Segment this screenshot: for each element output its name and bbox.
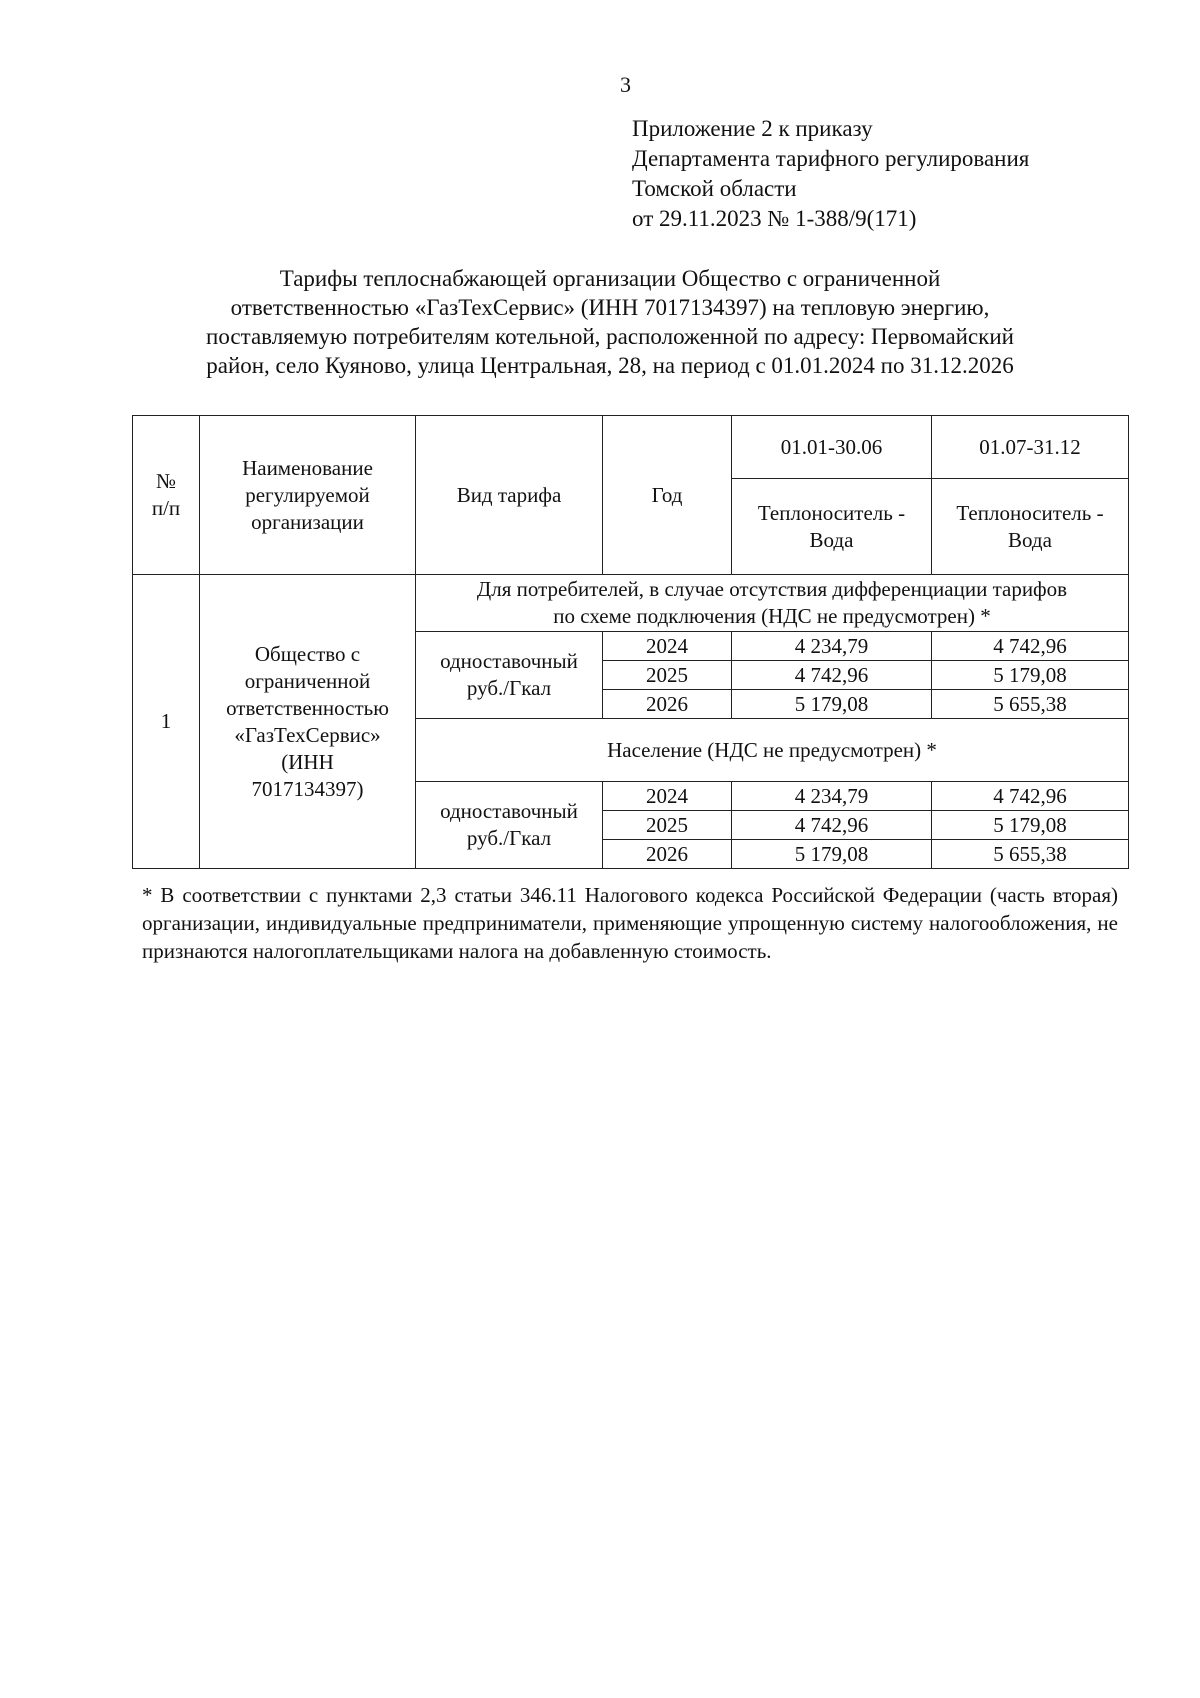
document-title <box>130 264 1090 380</box>
tariff-value-cell: 4 742,96 <box>932 782 1129 811</box>
tariff-value-cell: 5 655,38 <box>932 840 1129 869</box>
table-header-row <box>133 416 1129 479</box>
page-number: 3 <box>620 72 631 97</box>
title-line: ответственностью «ГазТехСервис» (ИНН 7017134397) на тепловую энергию, <box>230 295 990 320</box>
header-period-second-half: 01.07-31.12 <box>932 416 1129 479</box>
header-carrier-second-half: Теплоноситель - Вода <box>932 479 1129 575</box>
title-line: поставляемую потребителям котельной, расположенной по адресу: Первомайский <box>206 324 1014 349</box>
section-heading: Население (НДС не предусмотрен) * <box>416 719 1129 782</box>
tariff-value-cell: 4 742,96 <box>732 661 932 690</box>
header-row-number: № п/п <box>133 416 200 575</box>
tariff-value-cell: 4 234,79 <box>732 782 932 811</box>
header-carrier-first-half: Теплоноситель - Вода <box>732 479 932 575</box>
tariff-value-cell: 4 742,96 <box>732 811 932 840</box>
footnote: * В соответствии с пунктами 2,3 статьи 346.11 Налогового кодекса Российской Федерации (часть вторая) организации, индивидуальные предприниматели, применяющие упрощенную систему налогообложения, не признаются налогоплательщиками налога на добавленную стоимость. <box>142 883 1118 963</box>
appendix-line: от 29.11.2023 № 1-388/9(171) <box>632 206 917 231</box>
header-year: Год <box>603 416 732 575</box>
title-line: район, село Куяново, улица Центральная, 28, на период с 01.01.2024 по 31.12.2026 <box>206 353 1014 378</box>
year-cell: 2025 <box>603 661 732 690</box>
organization-name-cell: Общество с ограниченной ответственностью «ГазТехСервис» (ИНН 7017134397) <box>200 575 416 869</box>
year-cell: 2026 <box>603 690 732 719</box>
section-heading-row <box>133 575 1129 632</box>
header-organization: Наименование регулируемой организации <box>200 416 416 575</box>
title-line: Тарифы теплоснабжающей организации Общество с ограниченной <box>279 266 941 291</box>
section-heading: Для потребителей, в случае отсутствия дифференциации тарифов по схеме подключения (НДС не предусмотрен) * <box>416 575 1129 632</box>
row-number-cell: 1 <box>133 575 200 869</box>
appendix-block <box>632 114 1029 234</box>
tariff-type-cell: одноставочный руб./Гкал <box>416 632 603 719</box>
year-cell: 2025 <box>603 811 732 840</box>
appendix-line: Приложение 2 к приказу <box>632 116 873 141</box>
tariff-value-cell: 4 742,96 <box>932 632 1129 661</box>
appendix-line: Департамента тарифного регулирования <box>632 146 1030 171</box>
tariff-value-cell: 5 179,08 <box>932 811 1129 840</box>
year-cell: 2026 <box>603 840 732 869</box>
tariff-type-cell: одноставочный руб./Гкал <box>416 782 603 869</box>
header-tariff-type: Вид тарифа <box>416 416 603 575</box>
year-cell: 2024 <box>603 782 732 811</box>
tariff-value-cell: 5 655,38 <box>932 690 1129 719</box>
tariff-value-cell: 4 234,79 <box>732 632 932 661</box>
appendix-line: Томской области <box>632 176 797 201</box>
header-period-first-half: 01.01-30.06 <box>732 416 932 479</box>
year-cell: 2024 <box>603 632 732 661</box>
tariff-value-cell: 5 179,08 <box>932 661 1129 690</box>
tariff-value-cell: 5 179,08 <box>732 840 932 869</box>
tariff-table <box>132 415 1129 869</box>
tariff-value-cell: 5 179,08 <box>732 690 932 719</box>
